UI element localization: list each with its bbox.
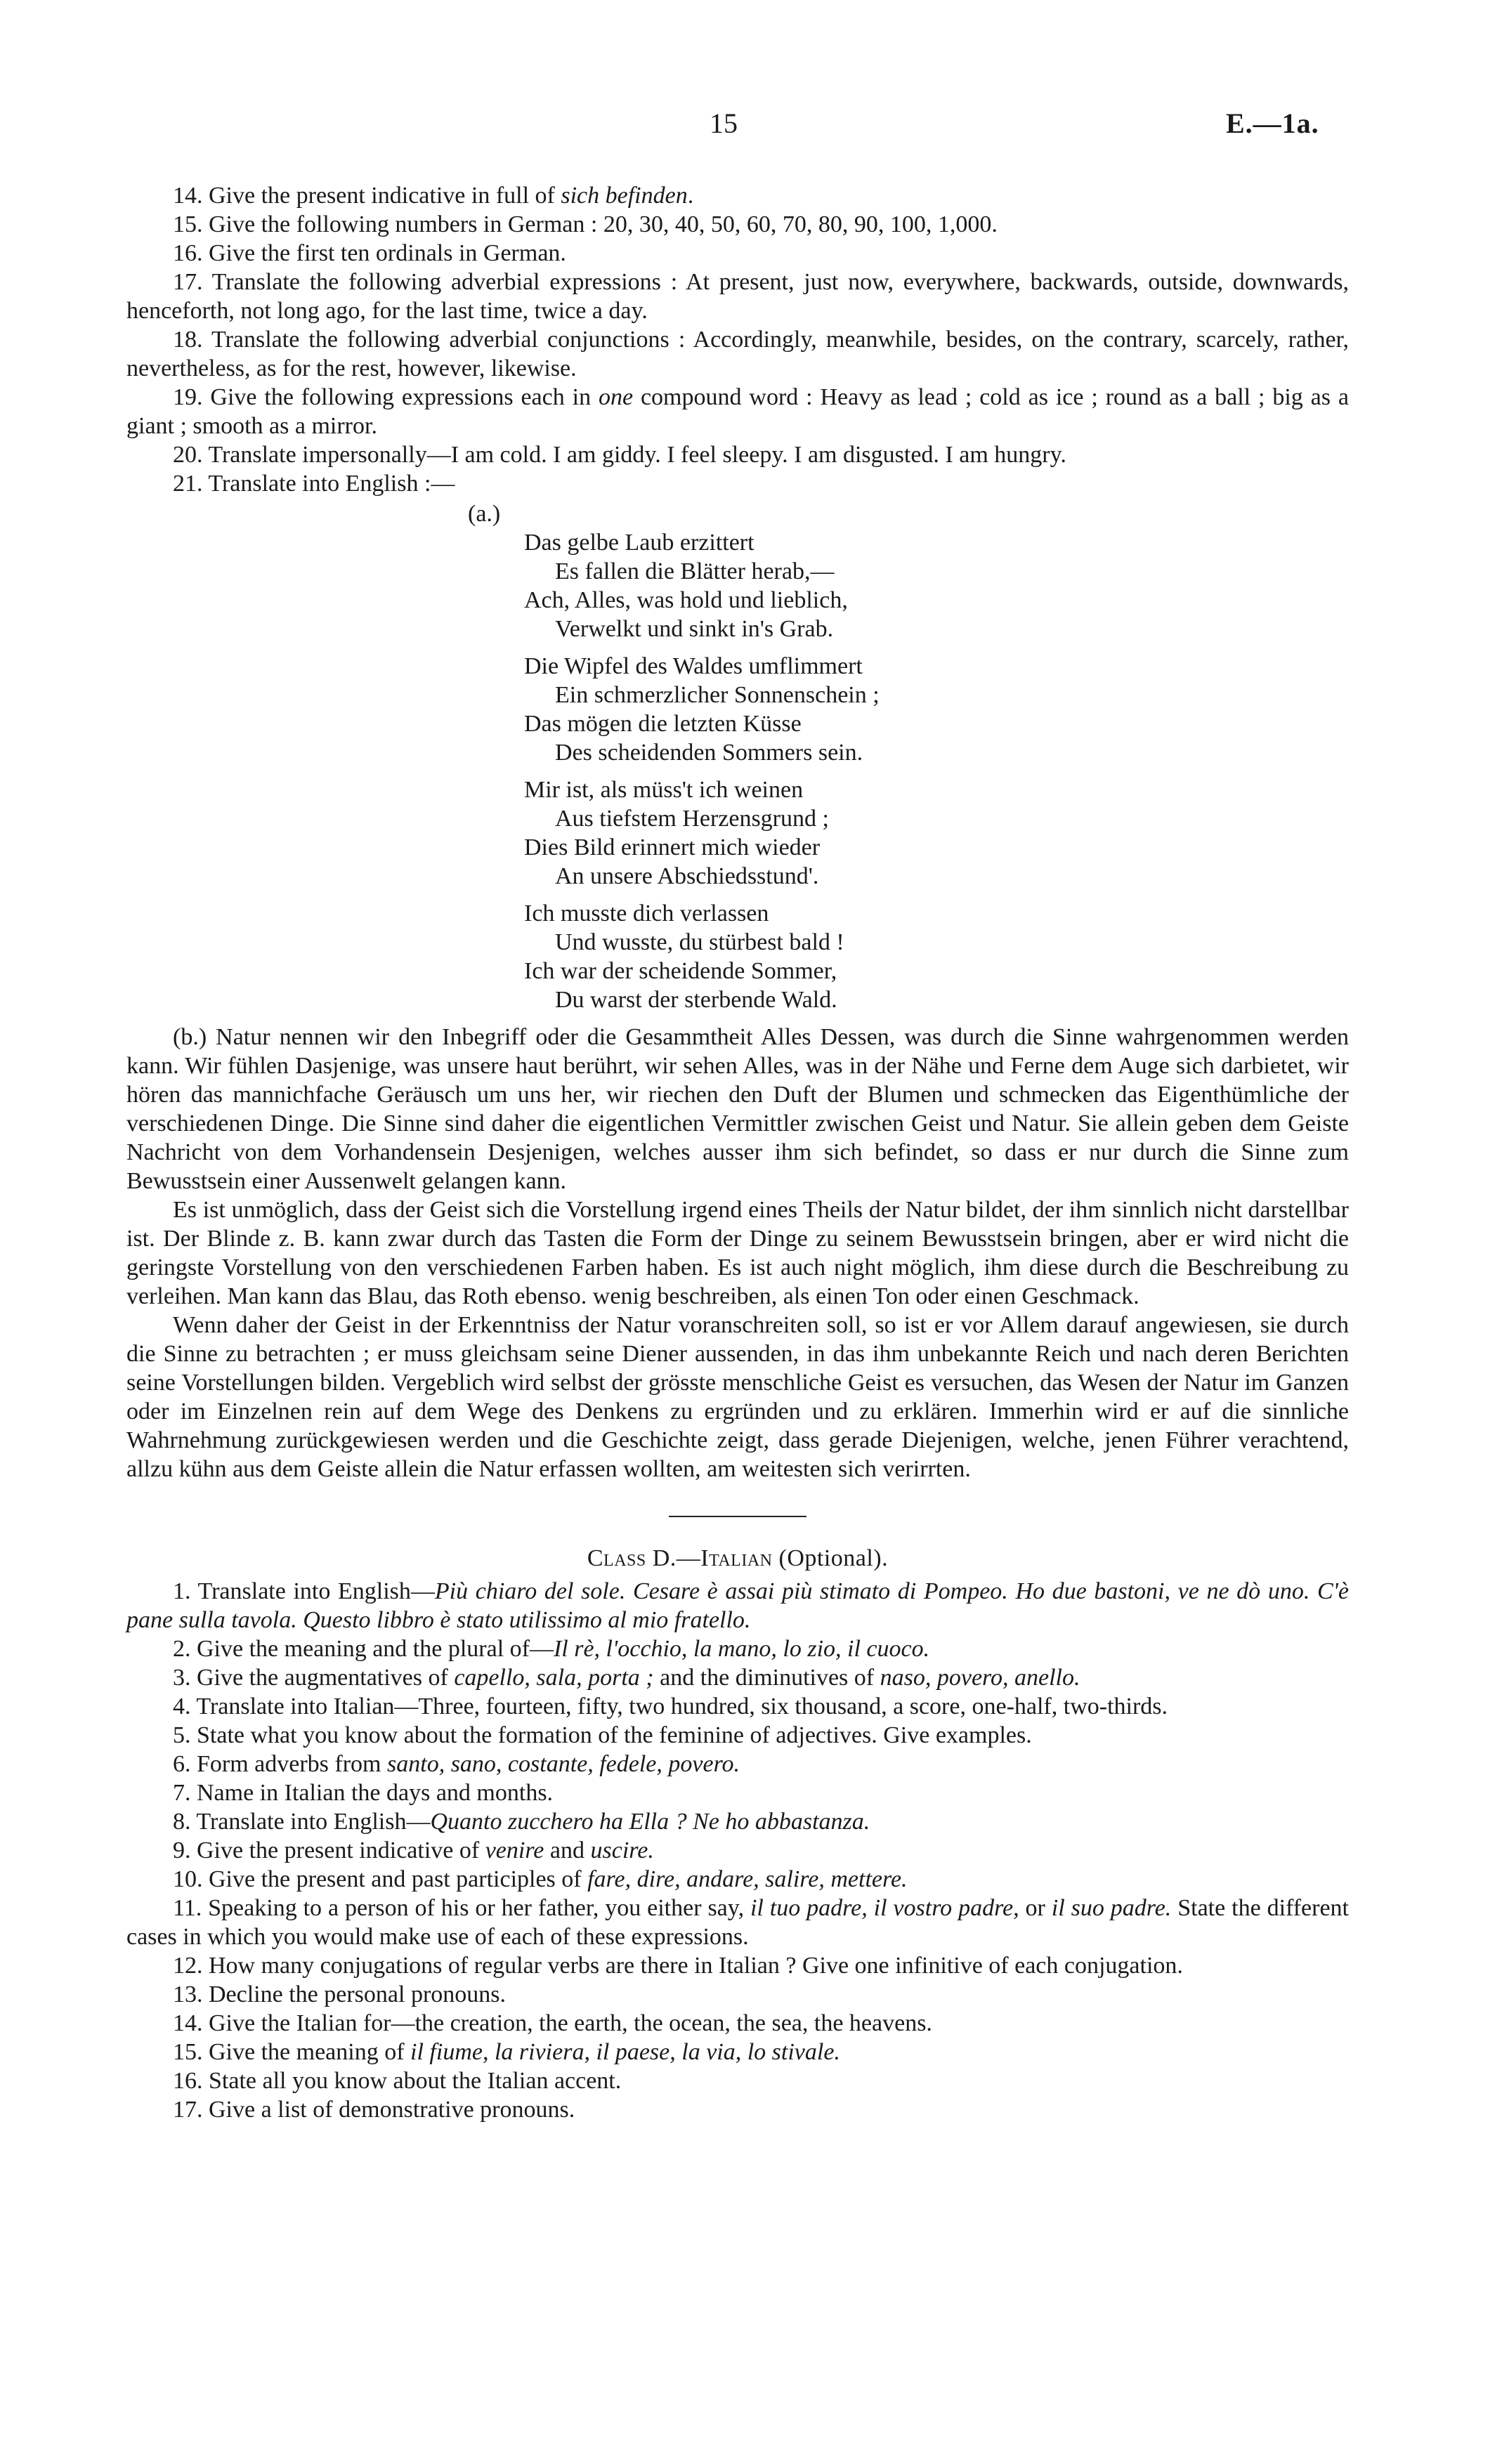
italian-question-i11: [126, 1894, 1349, 1951]
italian-phrase: Il rè, l'occhio, la mano, lo zio, il cuoco.: [553, 1636, 930, 1662]
poem-stanza: [524, 528, 1349, 643]
italian-questions: [126, 1577, 1349, 2124]
question-text: 4. Translate into Italian—Three, fourteen, fifty, two hundred, six thousand, a score, one-half, two-thirds.: [173, 1693, 1168, 1719]
document-reference: E.—1a.: [1226, 107, 1319, 139]
question-text: 15. Give the meaning of: [173, 2039, 411, 2065]
question-q14: [126, 181, 1349, 210]
italian-phrase: Più chiaro del sole. Cesare è assai più stimato di Pompeo. Ho due bastoni, ve ne dò uno. C'è pane sulla tavola. Questo libbro è stato utilissimo al mio fratello.: [126, 1578, 1349, 1633]
question-text: 1. Translate into English—: [173, 1578, 435, 1604]
italian-question-i1: [126, 1577, 1349, 1634]
italian-phrase: capello, sala, porta ;: [454, 1665, 654, 1691]
italian-phrase: uscire.: [590, 1837, 654, 1863]
question-text: 17. Give a list of demonstrative pronouns.: [173, 2097, 575, 2123]
poem-line: Verwelkt und sinkt in's Grab.: [555, 616, 834, 642]
question-tail: .: [687, 183, 694, 209]
question-text: 21. Translate into English :—: [173, 471, 455, 497]
question-italic: one: [598, 384, 634, 410]
italian-question-i9: [126, 1836, 1349, 1865]
italian-question-i16: [126, 2066, 1349, 2095]
poem-line: Die Wipfel des Waldes umflimmert: [524, 653, 863, 679]
question-text: 17. Translate the following adverbial expressions : At present, just now, everywhere, backwards, outside, downwards, henceforth, not long ago, for the last time, twice a day.: [126, 269, 1349, 324]
italian-question-i10: [126, 1865, 1349, 1894]
prose-paragraph: [126, 1195, 1349, 1311]
poem-line: Das gelbe Laub erzittert: [524, 530, 755, 556]
question-text: 8. Translate into English—: [173, 1809, 431, 1835]
poem-line: Ein schmerzlicher Sonnenschein ;: [555, 682, 880, 708]
question-q21: [126, 469, 1349, 498]
question-text: 10. Give the present and past participles of: [173, 1866, 588, 1892]
italian-phrase: fare, dire, andare, salire, mettere.: [587, 1866, 908, 1892]
question-q17: [126, 268, 1349, 325]
question-text: 2. Give the meaning and the plural of—: [173, 1636, 554, 1662]
italian-question-i5: [126, 1721, 1349, 1750]
question-text: or: [1019, 1895, 1052, 1921]
italian-phrase: santo, sano, costante, fedele, povero.: [387, 1751, 740, 1777]
poem-line: Aus tiefstem Herzensgrund ;: [555, 806, 829, 832]
optional-label: (Optional).: [772, 1545, 889, 1571]
prose-paragraph: [126, 1311, 1349, 1483]
section-divider: [669, 1516, 806, 1517]
prose-label: (b.): [173, 1024, 216, 1050]
question-text: 5. State what you know about the formation of the feminine of adjectives. Give examples.: [173, 1722, 1032, 1748]
question-text: 3. Give the augmentatives of: [173, 1665, 455, 1691]
question-text: 9. Give the present indicative of: [173, 1837, 485, 1863]
question-text: State the different cases in which you would make use of each of these expressions.: [126, 1895, 1349, 1950]
italian-question-i13: [126, 1980, 1349, 2009]
italian-phrase: il tuo padre, il vostro padre,: [750, 1895, 1019, 1921]
poem-stanza: [524, 899, 1349, 1014]
italian-phrase: il fiume, la riviera, il paese, la via, lo stivale.: [410, 2039, 840, 2065]
poem-label: (a.): [468, 501, 501, 527]
subject-label: —Italian: [676, 1545, 773, 1571]
italian-question-i6: [126, 1750, 1349, 1778]
question-text: 19. Give the following expressions each in: [173, 384, 599, 410]
poem-line: Ich musste dich verlassen: [524, 900, 769, 926]
question-q19: [126, 383, 1349, 440]
page-number: 15: [710, 107, 738, 139]
question-text: and: [544, 1837, 591, 1863]
italian-question-i4: [126, 1692, 1349, 1721]
page-content: [126, 181, 1349, 2124]
poem-line: Mir ist, als müss't ich weinen: [524, 777, 804, 803]
italian-phrase: venire: [485, 1837, 544, 1863]
italian-question-i2: [126, 1634, 1349, 1663]
question-text: 20. Translate impersonally—I am cold. I am giddy. I feel sleepy. I am disgusted. I am hungry.: [173, 442, 1066, 468]
italian-phrase: naso, povero, anello.: [880, 1665, 1080, 1691]
italian-question-i12: [126, 1951, 1349, 1980]
italian-question-i14: [126, 2009, 1349, 2038]
question-text: 13. Decline the personal pronouns.: [173, 1981, 506, 2007]
italian-question-i17: [126, 2095, 1349, 2124]
poem-line: Du warst der sterbende Wald.: [555, 987, 837, 1013]
question-q20: [126, 440, 1349, 469]
poem-stanza: [524, 652, 1349, 767]
question-tail: compound word : Heavy as lead ; cold as ice ; round as a ball ; big as a giant ; smooth as a mirror.: [126, 384, 1349, 439]
italian-question-i7: [126, 1778, 1349, 1807]
prose-text: Natur nennen wir den Inbegriff oder die Gesammtheit Alles Dessen, was durch die Sinne wahrgenommen werden kann. Wir fühlen Dasjenige, was unsere haut berührt, wir sehen Alles, was in der Nähe und Ferne dem Auge sich darbietet, wir hören das mannichfache Geräusch um uns her, wir riechen den Duft der Blumen und schmecken das Eigenthümliche der verschiedenen Dinge. Die Sinne sind daher die eigentlichen Vermittler zwischen Geist und Natur. Sie allein geben dem Geiste Nachricht von dem Vorhandensein Desjenigen, welches ausser ihm sich befindet, so dass er nur durch die Sinne zum Bewusstsein einer Aussenwelt gelangen kann.: [126, 1024, 1349, 1194]
poem-line: Des scheidenden Sommers sein.: [555, 740, 863, 766]
prose-block: [126, 1023, 1349, 1483]
poem-line: Das mögen die letzten Küsse: [524, 711, 802, 737]
poem-line: Und wusste, du stürbest bald !: [555, 929, 844, 955]
question-q18: [126, 325, 1349, 383]
italian-question-i3: [126, 1663, 1349, 1692]
poem-line: Es fallen die Blätter herab,—: [555, 558, 835, 584]
question-text: 6. Form adverbs from: [173, 1751, 388, 1777]
italian-question-i8: [126, 1807, 1349, 1836]
question-text: 16. Give the first ten ordinals in German.: [173, 240, 566, 266]
italian-question-i15: [126, 2038, 1349, 2066]
prose-text: Wenn daher der Geist in der Erkenntniss der Natur voranschreiten soll, so ist er vor Allem darauf angewiesen, sie durch die Sinne zu betrachten ; er muss gleichsam seine Diener aussenden, in das ihm unbekannte Reich und nach deren Berichten seine Vorstellungen bilden. Vergeblich wird selbst der grösste menschliche Geist es versuchen, das Wesen der Natur im Ganzen oder im Einzelnen rein auf dem Wege des Denkens zu ergründen und zu erklären. Immerhin wird er auf die sinnliche Wahrnehmung zurückgewiesen werden und die Geschichte zeigt, dass gerade Diejenigen, welche, jenen Führer verachtend, allzu kühn aus dem Geiste allein die Natur erfassen wollten, am weitesten sich verirrten.: [126, 1312, 1349, 1482]
question-text: 15. Give the following numbers in German : 20, 30, 40, 50, 60, 70, 80, 90, 100, 1,000.: [173, 211, 998, 237]
question-text: 18. Translate the following adverbial conjunctions : Accordingly, meanwhile, besides, on the contrary, scarcely, rather, nevertheless, as for the rest, however, likewise.: [126, 327, 1349, 381]
question-text: 7. Name in Italian the days and months.: [173, 1780, 554, 1806]
question-italic: sich befinden: [561, 183, 688, 209]
question-text: 11. Speaking to a person of his or her father, you either say,: [173, 1895, 750, 1921]
poem-line: Ach, Alles, was hold und lieblich,: [524, 587, 848, 613]
poem-line: An unsere Abschiedsstund'.: [555, 863, 819, 889]
question-text: 12. How many conjugations of regular verbs are there in Italian ? Give one infinitive of each conjugation.: [173, 1953, 1183, 1979]
italian-section-heading: [126, 1544, 1349, 1573]
poem-line: Dies Bild erinnert mich wieder: [524, 834, 821, 860]
german-questions: [126, 181, 1349, 498]
poem-line: Ich war der scheidende Sommer,: [524, 958, 837, 984]
prose-paragraph: [126, 1023, 1349, 1195]
italian-phrase: il suo padre.: [1051, 1895, 1172, 1921]
poem-block: [126, 499, 1349, 1014]
question-q16: [126, 239, 1349, 268]
prose-text: Es ist unmöglich, dass der Geist sich die Vorstellung irgend eines Theils der Natur bildet, der ihm sinnlich nicht darstellbar ist. Der Blinde z. B. kann zwar durch das Tasten die Form der Dinge zu seinem Bewusstsein bringen, aber er wird nicht die geringste Vorstellung von den verschiedenen Farben haben. Es ist auch night möglich, ihm diese durch die Beschreibung zu verleihen. Man kann das Blau, das Roth ebenso. wenig beschreiben, als einen Ton oder einen Geschmack.: [126, 1197, 1349, 1309]
question-text: 16. State all you know about the Italian accent.: [173, 2068, 622, 2094]
poem-stanzas: [126, 528, 1349, 1014]
question-q15: [126, 210, 1349, 239]
class-label: Class D.: [587, 1545, 677, 1571]
question-text: 14. Give the Italian for—the creation, the earth, the ocean, the sea, the heavens.: [173, 2010, 932, 2036]
italian-phrase: Quanto zucchero ha Ella ? Ne ho abbastanza.: [430, 1809, 870, 1835]
question-text: and the diminutives of: [653, 1665, 880, 1691]
poem-stanza: [524, 775, 1349, 891]
question-text: 14. Give the present indicative in full of: [173, 183, 561, 209]
